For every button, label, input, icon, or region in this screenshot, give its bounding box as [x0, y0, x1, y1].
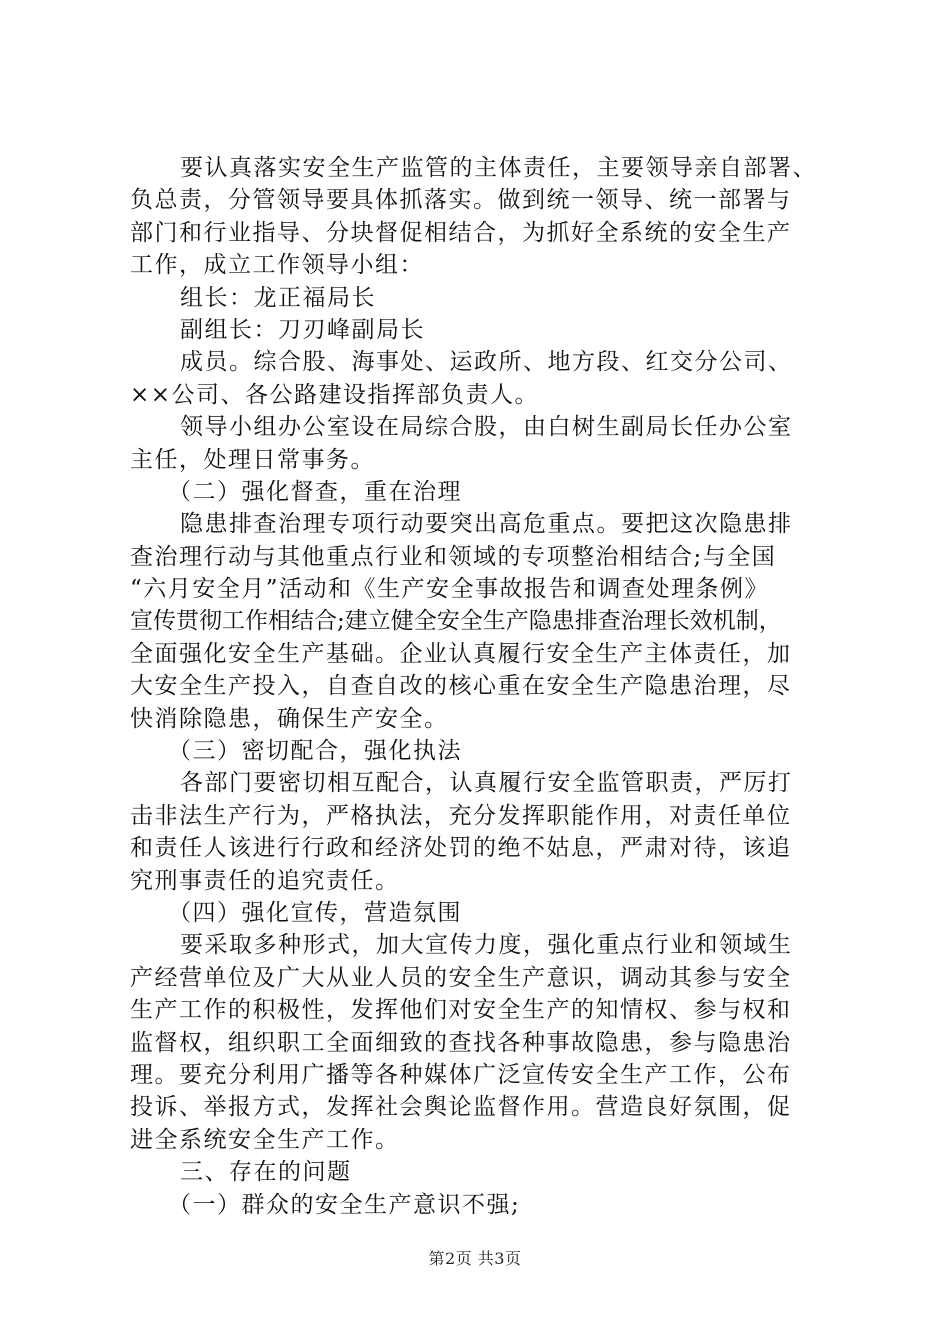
- paragraph-line: 监督权，组织职工全面细致的查找各种事故隐患，参与隐患治: [130, 1029, 792, 1056]
- paragraph-line: 理。要充分利用广播等各种媒体广泛宣传安全生产工作，公布: [130, 1061, 792, 1088]
- paragraph-line: 进全系统安全生产工作。: [130, 1126, 400, 1153]
- paragraph-line: 和责任人该进行行政和经济处罚的绝不姑息，严肃对待，该追: [130, 835, 792, 862]
- paragraph-line: 主任，处理日常事务。: [130, 446, 375, 473]
- paragraph-line: 要采取多种形式，加大宣传力度，强化重点行业和领域生: [180, 932, 793, 959]
- section-heading: （二）强化督查，重在治理: [168, 478, 462, 505]
- section-heading: （三）密切配合，强化执法: [168, 738, 462, 765]
- paragraph-line: 大安全生产投入，自查自改的核心重在安全生产隐患治理，尽: [130, 673, 792, 700]
- paragraph-line: 查治理行动与其他重点行业和领域的专项整治相结合;与全国: [130, 543, 777, 570]
- paragraph-line: 生产工作的积极性，发挥他们对安全生产的知情权、参与权和: [130, 997, 792, 1024]
- paragraph-line: 部门和行业指导、分块督促相结合，为抓好全系统的安全生产: [130, 219, 792, 246]
- deputy-leader-line: 副组长：刀刃峰副局长: [180, 316, 425, 343]
- paragraph-line: 领导小组办公室设在局综合股，由白树生副局长任办公室: [180, 414, 793, 441]
- section-heading: （四）强化宣传，营造氛围: [168, 899, 462, 926]
- paragraph-line: “六月安全月”活动和《生产安全事故报告和调查处理条例》: [130, 576, 770, 603]
- paragraph-line: 全面强化安全生产基础。企业认真履行安全生产主体责任，加: [130, 640, 792, 667]
- chapter-heading: 三、存在的问题: [180, 1159, 352, 1186]
- paragraph-line: 究刑事责任的追究责任。: [130, 867, 400, 894]
- paragraph-line: 宣传贯彻工作相结合;建立健全安全生产隐患排查治理长效机制，: [130, 608, 782, 635]
- section-heading: （一）群众的安全生产意识不强;: [168, 1191, 521, 1218]
- paragraph-line: 各部门要密切相互配合，认真履行安全监管职责，严厉打: [180, 770, 793, 797]
- paragraph-line: 产经营单位及广大从业人员的安全生产意识，调动其参与安全: [130, 964, 792, 991]
- paragraph-line: 负总责，分管领导要具体抓落实。做到统一领导、统一部署与: [130, 187, 792, 214]
- members-line: 成员。综合股、海事处、运政所、地方段、红交分公司、: [180, 349, 793, 376]
- paragraph-line: 快消除隐患，确保生产安全。: [130, 705, 449, 732]
- paragraph-line: 击非法生产行为，严格执法，充分发挥职能作用，对责任单位: [130, 802, 792, 829]
- paragraph-line: ××公司、各公路建设指挥部负责人。: [130, 381, 540, 408]
- paragraph-line: 要认真落实安全生产监管的主体责任，主要领导亲自部署、: [180, 155, 817, 181]
- page-number-footer: 第2页 共3页: [428, 1249, 522, 1268]
- paragraph-line: 工作，成立工作领导小组：: [130, 252, 424, 279]
- paragraph-line: 隐患排查治理专项行动要突出高危重点。要把这次隐患排: [180, 511, 793, 538]
- document-body: [130, 152, 830, 1221]
- group-leader-line: 组长：龙正福局长: [180, 284, 376, 311]
- paragraph-line: 投诉、举报方式，发挥社会舆论监督作用。营造良好氛围，促: [130, 1094, 792, 1121]
